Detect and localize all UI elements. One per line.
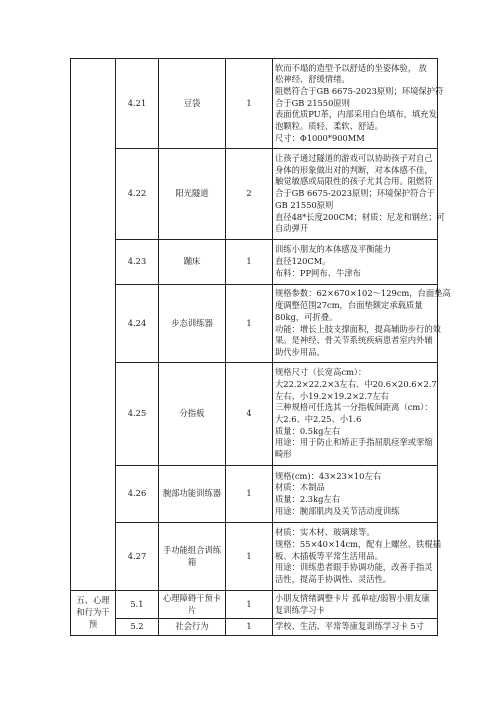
description-line: 合于GB 21550原则 [275,97,350,108]
description-line: 质量：2.3kg左右 [275,494,341,504]
category-cell: 五、心理和行为干预 [71,591,116,636]
item-description [273,285,451,363]
item-description [273,591,438,619]
description-line: 用途：训练患者眼手协调功能，改善手指灵 [275,562,433,573]
item-quantity: 4 [226,363,273,466]
description-line: 功能：增长上肢支撑面积，提高辅助步行的效 [275,323,441,334]
table-row [71,363,438,466]
item-name: 分指板 [159,363,226,466]
description-line: 规格参数：62×670×102～129cm，台面垫高 [275,288,451,299]
description-line: 合于GB 6675-2023原则；环境保护符合于 [275,188,435,199]
item-description [273,523,441,591]
item-index: 4.21 [116,59,159,149]
item-quantity: 1 [226,591,273,619]
item-description [273,363,438,466]
description-line: 泡颗粒。质轻、柔软、舒适。 [275,121,383,132]
item-index: 5.2 [116,619,159,636]
description-line: 身体的形象做出对的判断，对本体感不佳， [275,164,433,175]
item-name: 手功能组合训练箱 [159,523,226,591]
category-cell [71,59,116,591]
item-name: 豆袋 [159,59,226,149]
description-line: 直径48*长度200CM；材质：尼龙和钢丝；可 [275,211,445,222]
item-quantity: 1 [226,285,273,363]
description-line: 材质：实木材、玻璃球等。 [275,527,375,538]
item-index: 4.26 [116,466,159,523]
description-line: 助代步用品。 [275,346,325,357]
description-line: 三种规格可任选其一分指板间距离（cm）： [275,402,433,413]
description-line: 尺寸：Φ1000*900MM [275,132,365,143]
item-quantity: 1 [226,523,273,591]
description-line: 复训练学习卡 [275,604,325,615]
description-line: 质量：0.5kg左右 [275,425,341,436]
description-line: 触觉敏感或局限性的孩子尤其合用。阻燃符 [275,176,433,187]
description-line: 畸形 [275,449,292,460]
description-line: 让孩子通过隧道的游戏可以协助孩子对自己 [275,153,433,164]
item-name: 步态训练器 [159,285,226,363]
description-line: GB 21550原则 [275,199,334,210]
description-line: 自动弹开 [275,223,309,234]
description-line: 80kg，可折叠。 [275,311,338,322]
description-line: 规格尺寸（长宽高cm）： [275,367,367,378]
table-row [71,285,438,363]
table-row [71,240,438,285]
table-row [71,619,438,636]
table-row [71,59,438,149]
item-index: 5.1 [116,591,159,619]
description-line: 度调整范围27cm，台面垫额定承载质量 [275,300,423,311]
item-index: 4.25 [116,363,159,466]
item-name: 蹦床 [159,240,226,285]
item-name: 腕部功能训练器 [159,466,226,523]
table-row [71,591,438,619]
description-line: 软而不塌的造型予以舒适的坐姿体验， 放 [275,62,427,73]
item-name: 阳光隧道 [159,149,226,240]
item-description [273,466,438,523]
table-row [71,466,438,523]
description-line: 直径120CM。 [275,256,331,267]
item-description [273,149,445,240]
description-line: 学校、生活、平常等康复训练学习卡 5寸 [275,621,424,632]
item-quantity: 1 [226,59,273,149]
description-line: 大22.2×22.2×3左右、中20.6×20.6×2.7 [275,378,437,389]
item-quantity: 1 [226,240,273,285]
description-line: 表面优质PU革，内部采用白色填布，填充发 [275,109,437,120]
item-name: 心理障碍干预卡片 [159,591,226,619]
description-line: 用途：用于防止和矫正手指屈肌痉挛或挛缩 [275,437,433,448]
description-line: 规格：55×40×14cm，配有上螺丝、铁棍插 [275,538,441,549]
item-quantity: 2 [226,149,273,240]
item-index: 4.27 [116,523,159,591]
item-name: 社会行为 [159,619,226,636]
table-row [71,523,438,591]
item-index: 4.22 [116,149,159,240]
description-line: 大2.6、中2.25、小1.6 [275,414,362,424]
description-line: 阻燃符合于GB 6675-2023原则；环境保护符 [275,85,444,96]
description-line: 规格(cm)：43×23×10左右 [275,470,382,481]
item-description [273,59,444,149]
item-description [273,619,438,636]
description-line: 材质：木制品 [275,482,325,493]
description-line: 小朋友情绪调整卡片 孤单症/弱智小朋友康 [275,592,430,603]
description-line: 训练小朋友的本体感及平衡能力 [275,244,392,255]
description-line: 果。是神经、骨关节系统疾病患者室内外辅 [275,335,433,346]
item-index: 4.23 [116,240,159,285]
item-quantity: 1 [226,619,273,636]
description-line: 布料：PP网布、牛津布 [275,267,361,278]
equipment-spec-table [70,58,451,636]
description-line: 板、木插板等平常生活用品。 [275,550,383,561]
description-line: 左右、小19.2×19.2×2.7左右 [275,390,389,401]
description-line: 用途：腕部肌肉及关节活动度训练 [275,505,400,516]
item-quantity: 1 [226,466,273,523]
description-line: 松神经、舒缓情绪。 [275,74,350,85]
item-index: 4.24 [116,285,159,363]
description-line: 活性，提高手协调性、灵活性。 [275,574,392,585]
item-description [273,240,438,285]
table-row [71,149,438,240]
